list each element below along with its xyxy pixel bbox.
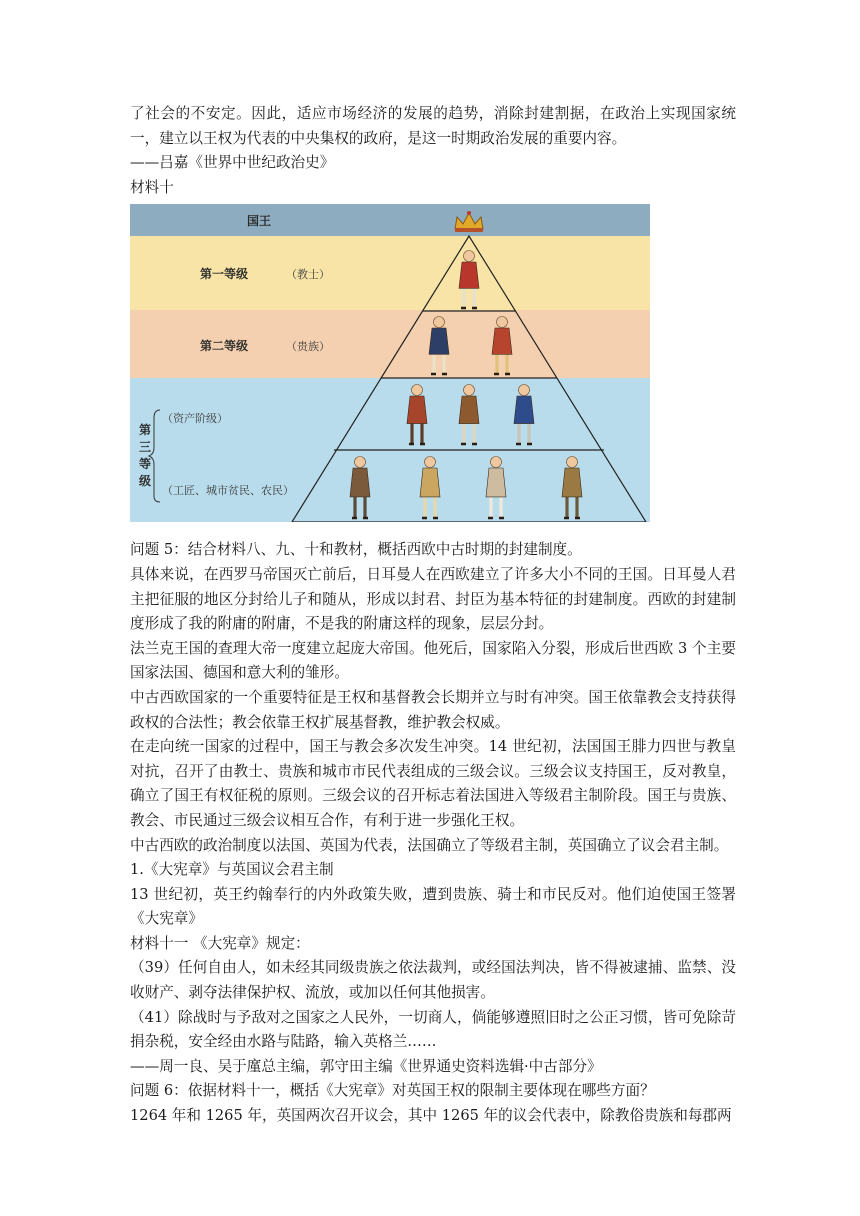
feudal-hierarchy-diagram bbox=[130, 204, 650, 522]
paragraph: 中古西欧的政治制度以法国、英国为代表，法国确立了等级君主制，英国确立了议会君主制。 bbox=[130, 836, 729, 854]
section-heading: 1.《大宪章》与英国议会君主制 bbox=[130, 861, 334, 879]
tier3-note-lower: （工匠、城市贫民、农民） bbox=[162, 484, 294, 498]
source-citation: ——周一良、吴于廑总主编，郭守田主编《世界通史资料选辑·中古部分》 bbox=[130, 1057, 602, 1075]
paragraph: 中古西欧国家的一个重要特征是王权和基督教会长期并立与时有冲突。国王依靠教会支持获得政权的合法性；教会依靠王权扩展基督教，维护教会权威。 bbox=[130, 688, 736, 731]
tier2-note: （贵族） bbox=[286, 340, 330, 354]
paragraph: 了社会的不安定。因此，适应市场经济的发展的趋势，消除封建割据，在政治上实现国家统一，建立以王权为代表的中央集权的政府，是这一时期政治发展的重要内容。 bbox=[130, 105, 736, 147]
charter-article: （41）除战时与予敌对之国家之人民外，一切商人，倘能够遵照旧时之公正习惯，皆可免除苛捐杂税，安全经由水路与陆路，输入英格兰…… bbox=[130, 1008, 736, 1051]
document-page bbox=[130, 102, 736, 1129]
paragraph: 具体来说，在西罗马帝国灭亡前后，日耳曼人在西欧建立了许多大小不同的王国。日耳曼人君主把征服的地区分封给儿子和随从，形成以封君、封臣为基本特征的封建制度。西欧的封建制度形成了我的附庸的附庸，不是我的附庸这样的现象，层层分封。 bbox=[130, 565, 736, 633]
tier2-label: 第二等级 bbox=[200, 339, 249, 354]
tier1-label: 第一等级 bbox=[200, 267, 249, 282]
paragraph: 13 世纪初，英王约翰奉行的内外政策失败，遭到贵族、骑士和市民反对。他们迫使国王签署《大宪章》 bbox=[130, 885, 736, 928]
king-band bbox=[130, 204, 650, 236]
tier3-label-char: 第 bbox=[139, 423, 152, 438]
tier3-label-char: 级 bbox=[139, 474, 152, 489]
tier3-label-char: 等 bbox=[139, 457, 152, 472]
material-heading: 材料十 bbox=[130, 178, 174, 196]
tier1-note: （教士） bbox=[286, 268, 330, 282]
tier3-note-upper: （资产阶级） bbox=[162, 412, 228, 426]
paragraph: 在走向统一国家的过程中，国王与教会多次发生冲突。14 世纪初，法国国王腓力四世与教皇对抗，召开了由教士、贵族和城市市民代表组成的三级会议。三级会议支持国王，反对教皇，确立了国王有权征税的原则。三级会议的召开标志着法国进入等级君主制阶段。国王与贵族、教会、市民通过三级会议相互合作，有利于进一步强化王权。 bbox=[130, 738, 736, 829]
paragraph: 法兰克王国的查理大帝一度建立起庞大帝国。他死后，国家陷入分裂，形成后世西欧 3 个主要国家法国、德国和意大利的雏形。 bbox=[130, 639, 736, 682]
material-heading: 材料十一 《大宪章》规定： bbox=[130, 934, 310, 952]
paragraph: 1264 年和 1265 年，英国两次召开议会，其中 1265 年的议会代表中，除教俗贵族和每郡两 bbox=[130, 1107, 732, 1125]
question: 问题 5：结合材料八、九、十和教材，概括西欧中古时期的封建制度。 bbox=[130, 541, 582, 559]
tier3-label-char: 三 bbox=[139, 440, 152, 455]
king-label: 国王 bbox=[247, 214, 272, 229]
question: 问题 6：依据材料十一，概括《大宪章》对英国王权的限制主要体现在哪些方面？ bbox=[130, 1082, 655, 1100]
feudal-hierarchy-figure bbox=[130, 204, 650, 522]
charter-article: （39）任何自由人，如未经其同级贵族之依法裁判，或经国法判决，皆不得被逮捕、监禁、没收财产、剥夺法律保护权、流放，或加以任何其他损害。 bbox=[130, 959, 736, 1002]
source-citation: ——吕嘉《世界中世纪政治史》 bbox=[130, 154, 335, 172]
